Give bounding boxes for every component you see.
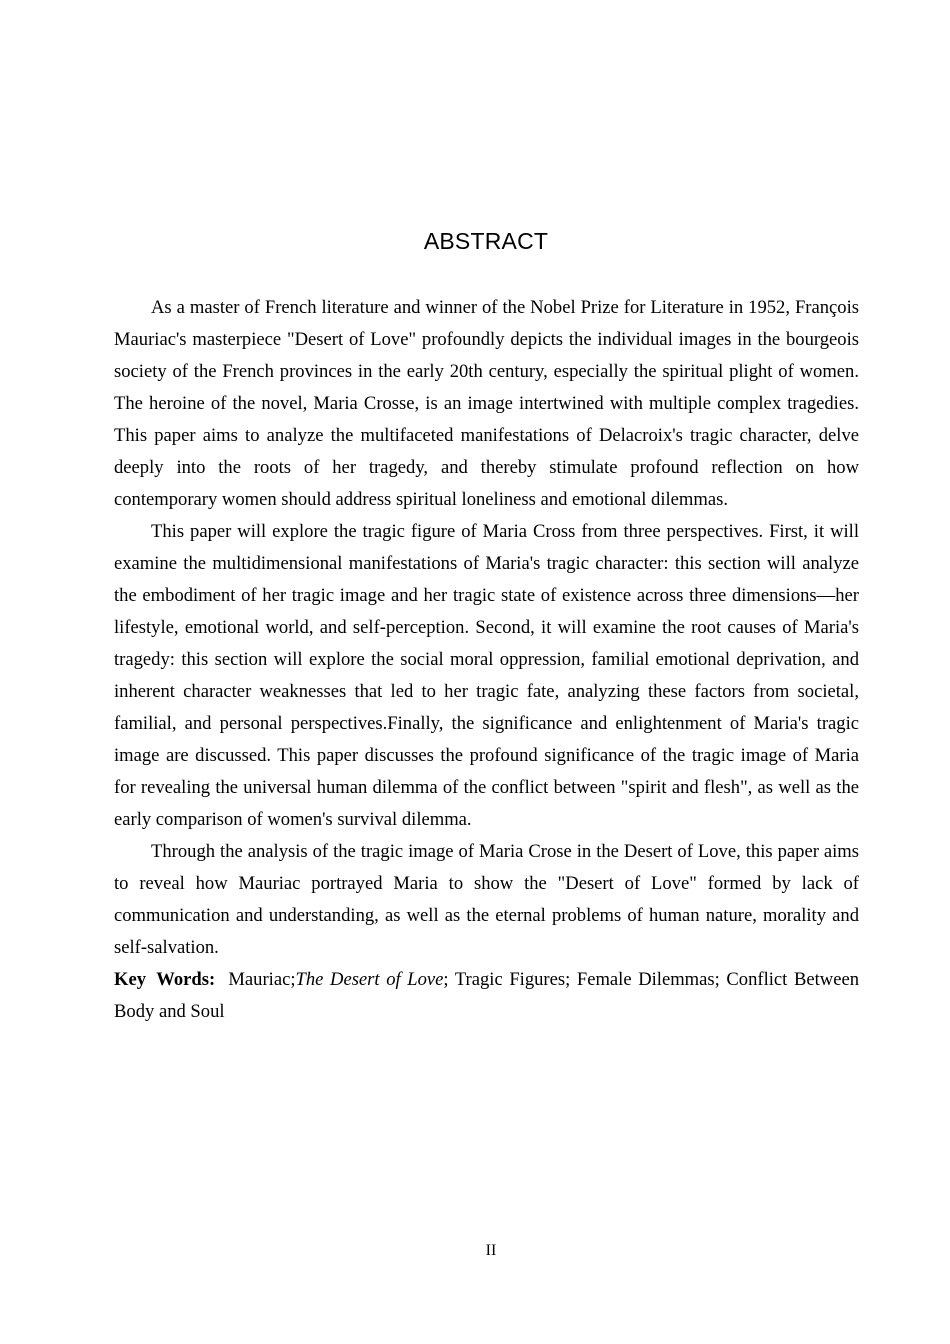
- page-number: II: [485, 1242, 497, 1259]
- abstract-title: ABSTRACT: [423, 228, 549, 254]
- abstract-body: [114, 292, 859, 1028]
- abstract-paragraph-3: Through the analysis of the tragic image of Maria Crose in the Desert of Love, this paper aims to reveal how Mauriac portrayed Maria to show the "Desert of Love" formed by lack of communication and understanding, as well as the eternal problems of human nature, morality and self-salvation.: [114, 841, 859, 958]
- keyword-mauriac: Mauriac;: [228, 969, 296, 990]
- keywords-line: [114, 964, 859, 1028]
- keywords-label: Key Words:: [114, 969, 216, 990]
- keywords-rest: ; Tragic Figures; Female Dilemmas; Conflict Between Body and Soul: [114, 969, 859, 1022]
- keyword-book-title: The Desert of Love: [295, 969, 444, 990]
- abstract-paragraph-1: As a master of French literature and winner of the Nobel Prize for Literature in 1952, François Mauriac's masterpiece "Desert of Love" profoundly depicts the individual images in the bourgeois society of the French provinces in the early 20th century, especially the spiritual plight of women. The heroine of the novel, Maria Crosse, is an image intertwined with multiple complex tragedies. This paper aims to analyze the multifaceted manifestations of Delacroix's tragic character, delve deeply into the roots of her tragedy, and thereby stimulate profound reflection on how contemporary women should address spiritual loneliness and emotional dilemmas.: [114, 297, 859, 510]
- abstract-paragraph-2: This paper will explore the tragic figure of Maria Cross from three perspectives. First, it will examine the multidimensional manifestations of Maria's tragic character: this section will analyze the embodiment of her tragic image and her tragic state of existence across three dimensions—her lifestyle, emotional world, and self-perception. Second, it will examine the root causes of Maria's tragedy: this section will explore the social moral oppression, familial emotional deprivation, and inherent character weaknesses that led to her tragic fate, analyzing these factors from societal, familial, and personal perspectives.Finally, the significance and enlightenment of Maria's tragic image are discussed. This paper discusses the profound significance of the tragic image of Maria for revealing the universal human dilemma of the conflict between "spirit and flesh", as well as the early comparison of women's survival dilemma.: [114, 521, 859, 830]
